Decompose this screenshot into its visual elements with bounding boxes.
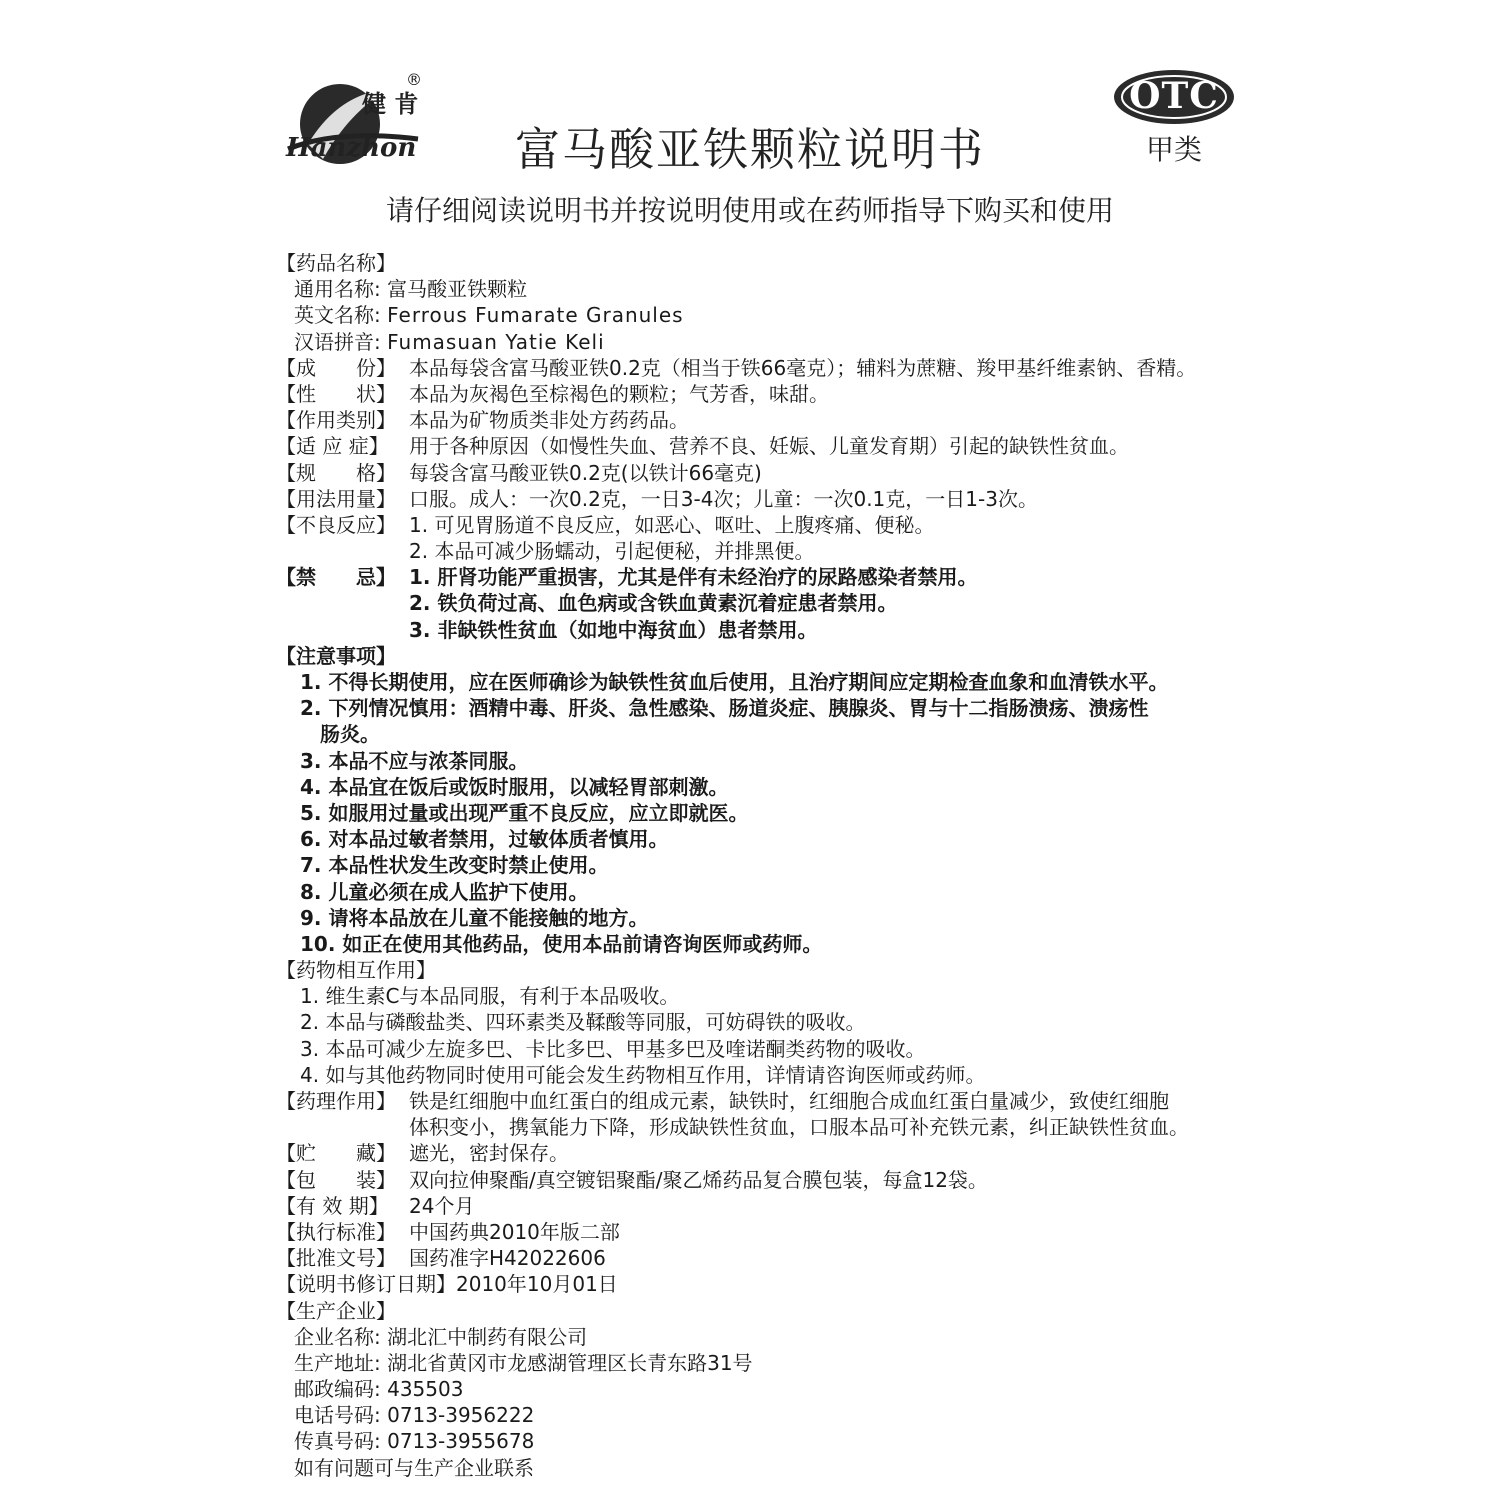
field-label: 传真号码: (294, 1429, 381, 1454)
english-name-row (276, 302, 1276, 328)
list-item: 1. 肝肾功能严重损害，尤其是伴有未经治疗的尿路感染者禁用。 (409, 565, 978, 590)
field-value: 国药准字H42022606 (409, 1246, 606, 1271)
list-item: 3. 非缺铁性贫血（如地中海贫血）患者禁用。 (409, 617, 818, 642)
list-item: 4. 本品宜在饭后或饭时服用，以减轻胃部刺激。 (300, 774, 729, 799)
field-label: 【规 格】 (276, 460, 396, 485)
list-item: 7. 本品性状发生改变时禁止使用。 (300, 853, 609, 878)
list-item: 1. 可见胃肠道不良反应，如恶心、呕吐、上腹疼痛、便秘。 (409, 512, 935, 537)
list-item: 2. 本品可减少肠蠕动，引起便秘，并排黑便。 (409, 539, 815, 564)
revision-row (276, 1271, 1276, 1297)
contraindications-row-3 (276, 617, 1276, 643)
contraindications-row (276, 564, 1276, 590)
description-row (276, 381, 1276, 407)
field-label: 邮政编码: (294, 1377, 381, 1402)
field-label: 英文名称: (294, 303, 381, 328)
otc-badge-text: OTC (1129, 75, 1219, 117)
field-value: 435503 (387, 1377, 464, 1402)
field-label: 【批准文号】 (276, 1246, 396, 1271)
otc-class-label: 甲类 (1145, 133, 1202, 166)
field-label: 【适 应 症】 (276, 434, 389, 459)
manufacturer-name-row (276, 1324, 1276, 1350)
validity-row (276, 1193, 1276, 1219)
field-value: 湖北汇中制药有限公司 (387, 1324, 588, 1349)
adverse-row-2 (276, 538, 1276, 564)
manufacturer-postcode-row (276, 1376, 1276, 1402)
field-value: 体积变小，携氧能力下降，形成缺铁性贫血，口服本品可补充铁元素，纠正缺铁性贫血。 (409, 1115, 1189, 1140)
field-label: 【作用类别】 (276, 408, 396, 433)
registered-mark: ® (406, 70, 422, 89)
pharmacology-row-2 (276, 1114, 1276, 1140)
section-heading-manufacturer: 【生产企业】 (276, 1298, 396, 1323)
field-value: 24个月 (409, 1193, 475, 1218)
field-value: Ferrous Fumarate Granules (387, 303, 684, 328)
otc-badge (1112, 68, 1236, 126)
category-row (276, 407, 1276, 433)
list-item: 10. 如正在使用其他药品，使用本品前请咨询医师或药师。 (300, 931, 823, 956)
list-item: 9. 请将本品放在儿童不能接触的地方。 (300, 905, 649, 930)
svg-text:健 肯: 健 肯 (362, 89, 419, 118)
field-value: 富马酸亚铁颗粒 (387, 277, 528, 302)
list-item: 2. 铁负荷过高、血色病或含铁血黄素沉着症患者禁用。 (409, 591, 898, 616)
field-label: 【禁 忌】 (276, 565, 396, 590)
section-heading-name: 【药品名称】 (276, 251, 396, 275)
approval-row (276, 1245, 1276, 1271)
field-label: 【成 份】 (276, 355, 396, 380)
list-item: 2. 本品与磷酸盐类、四环素类及鞣酸等同服，可妨碍铁的吸收。 (300, 1010, 866, 1035)
field-label: 【用法用量】 (276, 486, 396, 511)
field-value: 每袋含富马酸亚铁0.2克(以铁计66毫克) (409, 460, 762, 485)
field-value: 本品每袋含富马酸亚铁0.2克（相当于铁66毫克）；辅料为蔗糖、羧甲基纤维素钠、香精。 (409, 355, 1197, 380)
list-item: 2. 下列情况慎用：酒精中毒、肝炎、急性感染、肠道炎症、胰腺炎、胃与十二指肠溃疡、溃疡性 (300, 696, 1149, 721)
field-label: 【包 装】 (276, 1167, 396, 1192)
field-value: 0713-3956222 (387, 1403, 535, 1428)
list-item: 肠炎。 (320, 722, 380, 747)
adverse-row (276, 512, 1276, 538)
contact-note: 如有问题可与生产企业联系 (294, 1455, 534, 1480)
field-value: 湖北省黄冈市龙感湖管理区长青东路31号 (387, 1350, 753, 1375)
list-item: 1. 不得长期使用，应在医师确诊为缺铁性贫血后使用，且治疗期间应定期检查血象和血清铁水平。 (300, 670, 1169, 694)
standard-row (276, 1219, 1276, 1245)
field-label: 【有 效 期】 (276, 1193, 389, 1218)
leaflet-content (276, 250, 1276, 1481)
field-value: Fumasuan Yatie Keli (387, 329, 605, 354)
pinyin-row (276, 329, 1276, 355)
package-row (276, 1167, 1276, 1193)
list-item: 8. 儿童必须在成人监护下使用。 (300, 879, 589, 904)
list-item: 4. 如与其他药物同时使用可能会发生药物相互作用，详情请咨询医师或药师。 (300, 1062, 986, 1087)
field-value: 2010年10月01日 (456, 1272, 618, 1297)
section-heading-interactions: 【药物相互作用】 (276, 958, 436, 983)
field-label: 【执行标准】 (276, 1219, 396, 1244)
contraindications-row-2 (276, 590, 1276, 616)
field-label: 通用名称: (294, 277, 381, 302)
field-value: 铁是红细胞中血红蛋白的组成元素，缺铁时，红细胞合成血红蛋白量减少，致使红细胞 (409, 1089, 1169, 1113)
composition-row (276, 355, 1276, 381)
field-label: 【贮 藏】 (276, 1141, 396, 1166)
field-value: 中国药典2010年版二部 (409, 1219, 620, 1244)
field-label: 【药理作用】 (276, 1089, 396, 1113)
field-value: 0713-3955678 (387, 1429, 535, 1454)
field-label: 电话号码: (294, 1403, 381, 1428)
field-label: 汉语拼音: (294, 329, 381, 354)
list-item: 5. 如服用过量或出现严重不良反应，应立即就医。 (300, 800, 749, 825)
field-value: 口服。成人：一次0.2克，一日3-4次；儿童：一次0.1克，一日1-3次。 (409, 486, 1038, 511)
list-item: 1. 维生素C与本品同服，有利于本品吸收。 (300, 984, 680, 1009)
field-label: 企业名称: (294, 1324, 381, 1349)
field-label: 【不良反应】 (276, 512, 396, 537)
field-value: 用于各种原因（如慢性失血、营养不良、妊娠、儿童发育期）引起的缺铁性贫血。 (409, 434, 1129, 459)
generic-name-row (276, 276, 1276, 302)
list-item: 3. 本品可减少左旋多巴、卡比多巴、甲基多巴及喹诺酮类药物的吸收。 (300, 1036, 926, 1061)
pharmacology-row (276, 1088, 1276, 1114)
subtitle: 请仔细阅读说明书并按说明使用或在药师指导下购买和使用 (385, 194, 1114, 227)
field-label: 【说明书修订日期】 (276, 1272, 456, 1297)
manufacturer-address-row (276, 1350, 1276, 1376)
field-value: 本品为灰褐色至棕褐色的颗粒；气芳香，味甜。 (409, 381, 829, 406)
indications-row (276, 433, 1276, 459)
field-label: 生产地址: (294, 1350, 381, 1375)
field-value: 双向拉伸聚酯/真空镀铝聚酯/聚乙烯药品复合膜包装，每盒12袋。 (409, 1167, 988, 1192)
section-heading-precautions: 【注意事项】 (276, 643, 396, 668)
list-item: 6. 对本品过敏者禁用，过敏体质者慎用。 (300, 827, 669, 852)
specification-row (276, 460, 1276, 486)
field-value: 本品为矿物质类非处方药药品。 (409, 408, 689, 433)
manufacturer-fax-row (276, 1428, 1276, 1454)
field-label: 【性 状】 (276, 381, 396, 406)
field-value: 遮光，密封保存。 (409, 1141, 569, 1166)
storage-row (276, 1140, 1276, 1166)
dosage-row (276, 486, 1276, 512)
page-title: 富马酸亚铁颗粒说明书 (514, 123, 985, 176)
svg-text:Hanzhon: Hanzhon (286, 133, 417, 163)
list-item: 3. 本品不应与浓茶同服。 (300, 748, 529, 773)
manufacturer-phone-row (276, 1402, 1276, 1428)
